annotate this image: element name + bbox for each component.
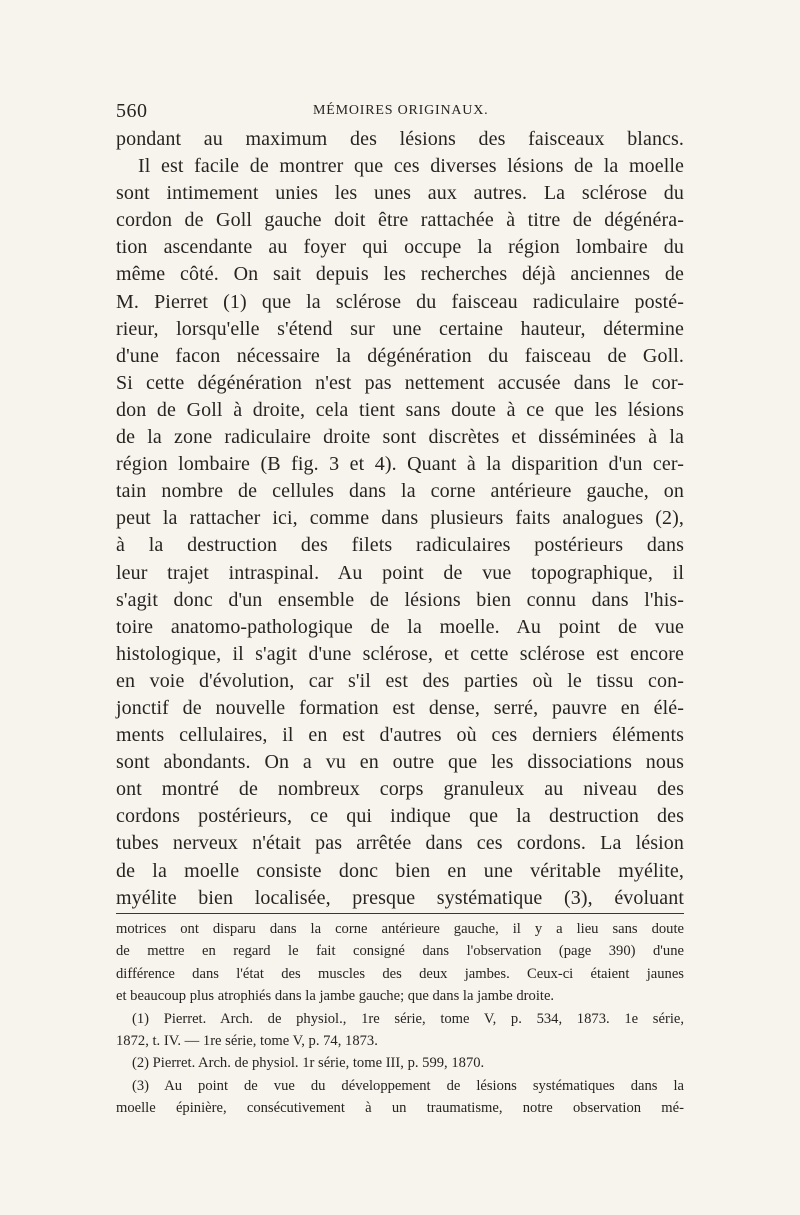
footnote-line: et beaucoup plus atrophiés dans la jambe gauche; que dans la jambe droite. bbox=[116, 988, 555, 1005]
text-line: tain nombre de cellules dans la corne antérieure gauche, on bbox=[116, 480, 684, 503]
text-line: peut la rattacher ici, comme dans plusieurs faits analogues (2), bbox=[116, 507, 684, 530]
text-line: cordon de Goll gauche doit être rattachée à titre de dégénéra- bbox=[116, 209, 684, 232]
text-line: d'une facon nécessaire la dégénération du faisceau de Goll. bbox=[116, 344, 684, 367]
text-line: à la destruction des filets radiculaires postérieurs dans bbox=[116, 534, 684, 557]
page-header bbox=[116, 96, 684, 126]
text-line: s'agit donc d'un ensemble de lésions bien connu dans l'his- bbox=[116, 588, 684, 611]
text-line: région lombaire (B fig. 3 et 4). Quant à la disparition d'un cer- bbox=[116, 453, 684, 476]
footnote-line: (1) Pierret. Arch. de physiol., 1re série, tome V, p. 534, 1873. 1e série, bbox=[132, 1010, 684, 1027]
text-line: de la zone radiculaire droite sont discrètes et disséminées à la bbox=[116, 426, 684, 449]
text-line: ont montré de nombreux corps granuleux au niveau des bbox=[116, 778, 684, 801]
text-line: M. Pierret (1) que la sclérose du faisceau radiculaire posté- bbox=[116, 290, 684, 313]
footnotes bbox=[116, 918, 684, 1120]
text-line: myélite bien localisée, presque systématique (3), évoluant bbox=[116, 886, 684, 909]
page-number: 560 bbox=[116, 100, 148, 122]
text-line: histologique, il s'agit d'une sclérose, et cette sclérose est encore bbox=[116, 642, 684, 665]
footnote-divider bbox=[116, 913, 684, 914]
text-line: sont abondants. On a vu en outre que les dissociations nous bbox=[116, 751, 684, 774]
footnote-line: (2) Pierret. Arch. de physiol. 1r série, tome III, p. 599, 1870. bbox=[132, 1055, 485, 1072]
text-line: leur trajet intraspinal. Au point de vue topographique, il bbox=[116, 561, 684, 584]
text-line: de la moelle consiste donc bien en une véritable myélite, bbox=[116, 859, 684, 882]
footnote-line: motrices ont disparu dans la corne antérieure gauche, il y a lieu sans doute bbox=[116, 921, 684, 937]
text-line: Si cette dégénération n'est pas nettement accusée dans le cor- bbox=[116, 371, 684, 394]
text-line: cordons postérieurs, ce qui indique que la destruction des bbox=[116, 805, 684, 828]
text-line: même côté. On sait depuis les recherches déjà anciennes de bbox=[116, 263, 684, 286]
footnote-line: 1872, t. IV. — 1re série, tome V, p. 74, 1873. bbox=[116, 1032, 378, 1049]
running-head: MÉMOIRES ORIGINAUX. bbox=[313, 103, 489, 118]
footnote-line: moelle épinière, consécutivement à un traumatisme, notre observation mé- bbox=[116, 1100, 684, 1117]
text-line: don de Goll à droite, cela tient sans doute à ce que les lésions bbox=[116, 398, 684, 421]
text-line: sont intimement unies les unes aux autres. La sclérose du bbox=[116, 182, 684, 205]
footnote-line: de mettre en regard le fait consigné dans l'observation (page 390) d'une bbox=[116, 943, 684, 960]
text-line: en voie d'évolution, car s'il est des parties où le tissu con- bbox=[116, 669, 684, 692]
text-line: ments cellulaires, il en est d'autres où ces derniers éléments bbox=[116, 724, 684, 747]
main-text bbox=[116, 126, 684, 912]
footnote-line: différence dans l'état des muscles des deux jambes. Ceux-ci étaient jaunes bbox=[116, 965, 684, 982]
text-line: pondant au maximum des lésions des faisceaux blancs. bbox=[116, 128, 684, 150]
footnote-line: (3) Au point de vue du développement de lésions systématiques dans la bbox=[132, 1077, 684, 1094]
text-line: Il est facile de montrer que ces diverses lésions de la moelle bbox=[138, 155, 684, 178]
text-line: rieur, lorsqu'elle s'étend sur une certaine hauteur, détermine bbox=[116, 317, 684, 340]
text-line: tubes nerveux n'était pas arrêtée dans ces cordons. La lésion bbox=[116, 832, 684, 855]
text-line: jonctif de nouvelle formation est dense, serré, pauvre en élé- bbox=[116, 696, 684, 719]
text-line: toire anatomo-pathologique de la moelle. Au point de vue bbox=[116, 615, 684, 638]
text-line: tion ascendante au foyer qui occupe la région lombaire du bbox=[116, 236, 684, 259]
